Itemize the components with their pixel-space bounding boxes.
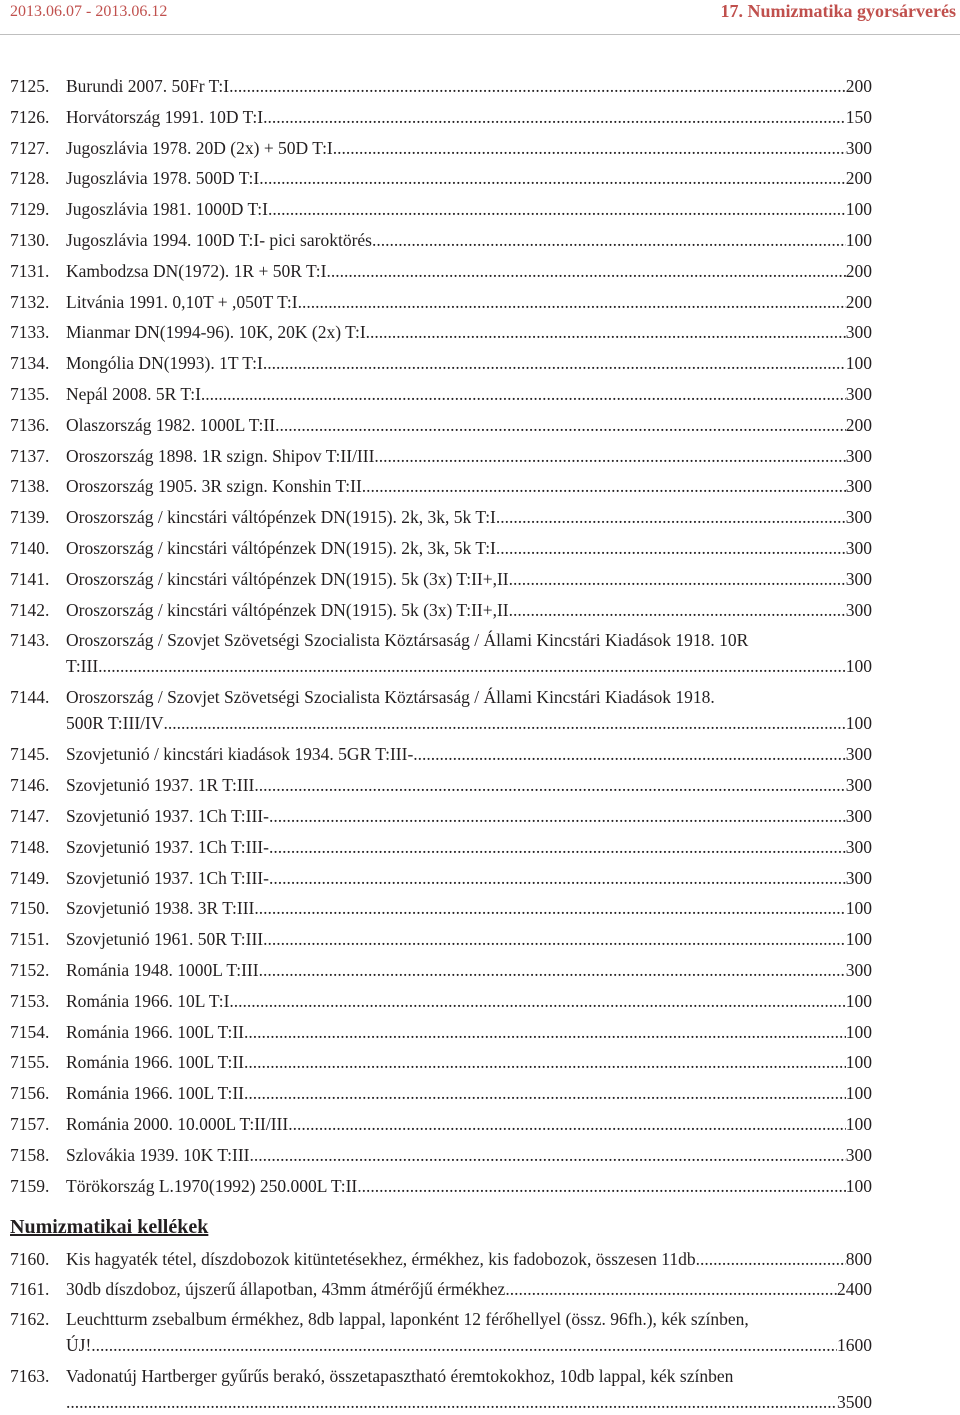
lot-price: 300 [845, 445, 872, 466]
dot-leader [326, 258, 845, 284]
lot-price: 1600 [837, 1335, 872, 1355]
lot-description: Románia 1948. 1000L T:III [66, 960, 259, 980]
lot-price: 3500 [837, 1392, 872, 1412]
lot-description: Oroszország / kincstári váltópénzek DN(1915). 5k (3x) T:II+,II [66, 568, 509, 589]
lot-number: 7158. [10, 1144, 50, 1165]
lot-item [10, 803, 872, 829]
lot-item [10, 73, 872, 99]
lot-description: ÚJ! [66, 1335, 92, 1355]
lot-description: Szovjetunió / kincstári kiadások 1934. 5GR T:III- [66, 744, 414, 765]
lot-item [10, 227, 872, 253]
lot-number: 7151. [10, 929, 50, 950]
lot-number: 7135. [10, 384, 50, 404]
lot-description-line: Oroszország / Szovjet Szövetségi Szocialista Köztársaság / Állami Kincstári Kiadások 1918. [66, 687, 715, 708]
lot-number: 7154. [10, 1021, 50, 1042]
lot-item [10, 535, 872, 561]
lot-item [10, 597, 872, 623]
lot-description: Kis hagyaték tétel, díszdobozok kitüntetésekhez, érmékhez, kis fadobozok, összesen 11db [66, 1249, 696, 1269]
lot-price: 100 [845, 353, 872, 374]
dot-leader [496, 504, 846, 530]
lot-description: 30db díszdoboz, újszerű állapotban, 43mm átmérőjű érmékhez [66, 1279, 506, 1299]
lot-price: 300 [845, 836, 872, 857]
lot-description: Románia 1966. 100L T:II [66, 1083, 244, 1104]
lot-item [10, 258, 872, 284]
lot-description: Nepál 2008. 5R T:I [66, 384, 201, 404]
lot-number: 7149. [10, 867, 50, 888]
lot-description-line: Oroszország / Szovjet Szövetségi Szocialista Köztársaság / Állami Kincstári Kiadások 1918. 10R [66, 630, 749, 651]
lot-number: 7159. [10, 1175, 50, 1196]
dot-leader [509, 566, 846, 592]
lot-item [10, 196, 872, 222]
lot-description: Oroszország 1905. 3R szign. Konshin T:II [66, 476, 362, 497]
dot-leader [298, 289, 846, 315]
lot-price: 100 [845, 929, 872, 950]
lot-item [10, 1049, 872, 1075]
lot-price: 300 [845, 538, 872, 558]
lot-number: 7147. [10, 806, 50, 826]
lot-price: 100 [845, 656, 872, 677]
lot-price: 100 [845, 199, 872, 220]
lot-price: 200 [845, 291, 872, 312]
lot-description: Szlovákia 1939. 10K T:III [66, 1144, 250, 1165]
lot-price: 300 [845, 806, 872, 826]
dot-leader [254, 895, 845, 921]
lot-item [10, 741, 872, 767]
section-title: Numizmatikai kellékek [10, 1216, 209, 1238]
lot-item [10, 1142, 872, 1168]
dot-leader [333, 135, 846, 161]
lot-number: 7137. [10, 445, 50, 466]
page-header [0, 0, 960, 35]
lot-price: 100 [845, 1021, 872, 1042]
lot-description: Románia 2000. 10.000L T:II/III [66, 1114, 289, 1134]
dot-leader [362, 473, 846, 499]
lot-number: 7144. [10, 687, 50, 708]
lot-description: Szovjetunió 1938. 3R T:III [66, 898, 255, 919]
lot-item [10, 834, 872, 860]
dot-leader [413, 741, 845, 767]
lot-description: T:III [66, 656, 99, 677]
lot-price: 100 [845, 230, 872, 250]
dot-leader [269, 803, 846, 829]
lot-description: Olaszország 1982. 1000L T:II [66, 414, 276, 435]
lot-number: 7139. [10, 507, 50, 528]
lot-number: 7161. [10, 1279, 50, 1299]
lot-description: 500R T:III/IV [66, 713, 164, 734]
lot-price: 300 [845, 599, 872, 620]
dot-leader [163, 710, 845, 736]
lot-number: 7129. [10, 199, 50, 220]
lot-description: Románia 1966. 100L T:II [66, 1052, 244, 1073]
lot-description: Burundi 2007. 50Fr T:I [66, 76, 230, 96]
lot-price: 200 [845, 168, 872, 189]
lot-price: 300 [845, 744, 872, 765]
lot-price: 300 [845, 775, 872, 796]
lot-number: 7130. [10, 230, 50, 250]
lot-description: Oroszország / kincstári váltópénzek DN(1915). 2k, 3k, 5k T:I [66, 507, 496, 528]
lot-number: 7132. [10, 291, 50, 312]
lot-description: Románia 1966. 10L T:I [66, 990, 230, 1011]
lot-item [10, 443, 872, 469]
lot-number: 7163. [10, 1366, 50, 1386]
lot-number: 7162. [10, 1309, 50, 1329]
dot-leader [263, 350, 846, 376]
lot-price: 150 [845, 106, 872, 127]
lot-description: Törökország L.1970(1992) 250.000L T:II [66, 1175, 358, 1196]
lot-price: 300 [845, 322, 872, 343]
lot-number: 7134. [10, 353, 50, 374]
dot-leader [250, 1142, 846, 1168]
lot-item [10, 926, 872, 952]
dot-leader [244, 1080, 846, 1106]
dot-leader [263, 104, 846, 130]
lot-description: Szovjetunió 1937. 1Ch T:III- [66, 836, 269, 857]
lot-number: 7156. [10, 1083, 50, 1104]
lot-price: 300 [845, 476, 872, 497]
lot-item [10, 1363, 872, 1415]
lot-price: 100 [845, 713, 872, 734]
lot-item [10, 1306, 872, 1358]
lot-price: 300 [845, 867, 872, 888]
dot-leader [229, 988, 845, 1014]
lot-price: 300 [845, 568, 872, 589]
dot-leader [268, 196, 846, 222]
lot-number: 7143. [10, 630, 50, 651]
lot-number: 7155. [10, 1052, 50, 1073]
dot-leader [288, 1111, 846, 1137]
lot-item [10, 412, 872, 438]
lot-description-line: Leuchtturm zsebalbum érmékhez, 8db lappal, laponként 12 férőhellyel (össz. 96fh.), kék színben, [66, 1309, 749, 1329]
lot-price: 100 [845, 1052, 872, 1073]
lot-item [10, 1080, 872, 1106]
dot-leader [259, 165, 846, 191]
lot-description: Jugoszlávia 1994. 100D T:I- pici saroktörés [66, 230, 372, 250]
lot-description: Jugoszlávia 1981. 1000D T:I [66, 199, 268, 220]
lot-price: 100 [845, 990, 872, 1011]
lot-item [10, 381, 872, 407]
lot-description: Oroszország 1898. 1R szign. Shipov T:II/III [66, 445, 375, 466]
lot-description: Szovjetunió 1937. 1Ch T:III- [66, 867, 269, 888]
lot-number: 7145. [10, 744, 50, 765]
lot-description: Szovjetunió 1937. 1Ch T:III- [66, 806, 269, 826]
dot-leader [91, 1332, 837, 1358]
lot-description-line: Vadonatúj Hartberger gyűrűs berakó, összetapasztható éremtokokhoz, 10db lappal, kék színben [66, 1366, 734, 1386]
lot-item [10, 104, 872, 130]
lot-price: 200 [845, 260, 872, 281]
dot-leader [269, 834, 846, 860]
lot-item [10, 988, 872, 1014]
lot-item [10, 473, 872, 499]
lot-number: 7131. [10, 260, 50, 281]
dot-leader [505, 1276, 837, 1302]
lot-price: 200 [845, 414, 872, 435]
dot-leader [374, 443, 845, 469]
dot-leader [263, 926, 846, 952]
lot-description: Románia 1966. 100L T:II [66, 1021, 244, 1042]
lot-description: Szovjetunió 1937. 1R T:III [66, 775, 255, 796]
lot-item [10, 1276, 872, 1302]
lot-number: 7150. [10, 898, 50, 919]
lot-item [10, 319, 872, 345]
lot-description: Kambodzsa DN(1972). 1R + 50R T:I [66, 260, 327, 281]
dot-leader [509, 597, 846, 623]
lot-item [10, 1111, 872, 1137]
lot-number: 7142. [10, 599, 50, 620]
auction-title: 17. Numizmatika gyorsárverés [720, 1, 956, 21]
lot-number: 7133. [10, 322, 50, 343]
lot-item [10, 772, 872, 798]
lot-number: 7146. [10, 775, 50, 796]
lot-item [10, 684, 872, 736]
lot-number: 7136. [10, 414, 50, 435]
lot-description: Szovjetunió 1961. 50R T:III [66, 929, 264, 950]
lot-item [10, 895, 872, 921]
lot-price: 300 [845, 960, 872, 980]
dot-leader [98, 653, 846, 679]
lot-item [10, 135, 872, 161]
lot-price: 100 [845, 898, 872, 919]
lot-description: Litvánia 1991. 0,10T + ,050T T:I [66, 291, 298, 312]
lot-number: 7152. [10, 960, 50, 980]
lot-number: 7138. [10, 476, 50, 497]
dot-leader [259, 957, 846, 983]
lot-price: 100 [845, 1114, 872, 1134]
lot-number: 7126. [10, 106, 50, 127]
lot-description: Mongólia DN(1993). 1T T:I [66, 353, 263, 374]
lot-price: 300 [845, 507, 872, 528]
lot-description: Oroszország / kincstári váltópénzek DN(1915). 5k (3x) T:II+,II [66, 599, 509, 620]
dot-leader [66, 1389, 837, 1415]
lot-description: Jugoszlávia 1978. 500D T:I [66, 168, 260, 189]
lot-price: 2400 [837, 1279, 872, 1299]
lot-item [10, 504, 872, 530]
lot-price: 100 [845, 1083, 872, 1104]
dot-leader [496, 535, 846, 561]
dot-leader [366, 319, 846, 345]
lot-price: 200 [845, 76, 872, 96]
dot-leader [357, 1173, 846, 1199]
lot-price: 300 [845, 384, 872, 404]
lot-price: 300 [845, 1144, 872, 1165]
dot-leader [254, 772, 845, 798]
lot-price: 100 [845, 1175, 872, 1196]
lot-description: Jugoszlávia 1978. 20D (2x) + 50D T:I [66, 137, 333, 158]
lot-number: 7141. [10, 568, 50, 589]
lot-item [10, 1246, 872, 1272]
lot-item [10, 627, 872, 679]
lot-number: 7153. [10, 990, 50, 1011]
dot-leader [696, 1246, 846, 1272]
lot-number: 7127. [10, 137, 50, 158]
lot-item [10, 1173, 872, 1199]
lot-item [10, 165, 872, 191]
lot-number: 7157. [10, 1114, 50, 1134]
lot-item [10, 350, 872, 376]
lot-item [10, 566, 872, 592]
lot-price: 800 [845, 1249, 872, 1269]
dot-leader [201, 381, 846, 407]
lot-item [10, 1019, 872, 1045]
lot-price: 300 [845, 137, 872, 158]
lot-number: 7148. [10, 836, 50, 857]
lot-item [10, 289, 872, 315]
lot-item [10, 865, 872, 891]
dot-leader [244, 1049, 846, 1075]
lot-number: 7128. [10, 168, 50, 189]
auction-date-range: 2013.06.07 - 2013.06.12 [10, 3, 168, 20]
lot-item [10, 957, 872, 983]
lot-number: 7140. [10, 538, 50, 558]
lot-description: Mianmar DN(1994-96). 10K, 20K (2x) T:I [66, 322, 366, 343]
dot-leader [244, 1019, 846, 1045]
dot-leader [275, 412, 846, 438]
dot-leader [229, 73, 846, 99]
dot-leader [269, 865, 846, 891]
lot-number: 7160. [10, 1249, 50, 1269]
lot-description: Oroszország / kincstári váltópénzek DN(1915). 2k, 3k, 5k T:I [66, 538, 496, 558]
lot-number: 7125. [10, 76, 50, 96]
lot-description: Horvátország 1991. 10D T:I [66, 106, 264, 127]
dot-leader [372, 227, 846, 253]
